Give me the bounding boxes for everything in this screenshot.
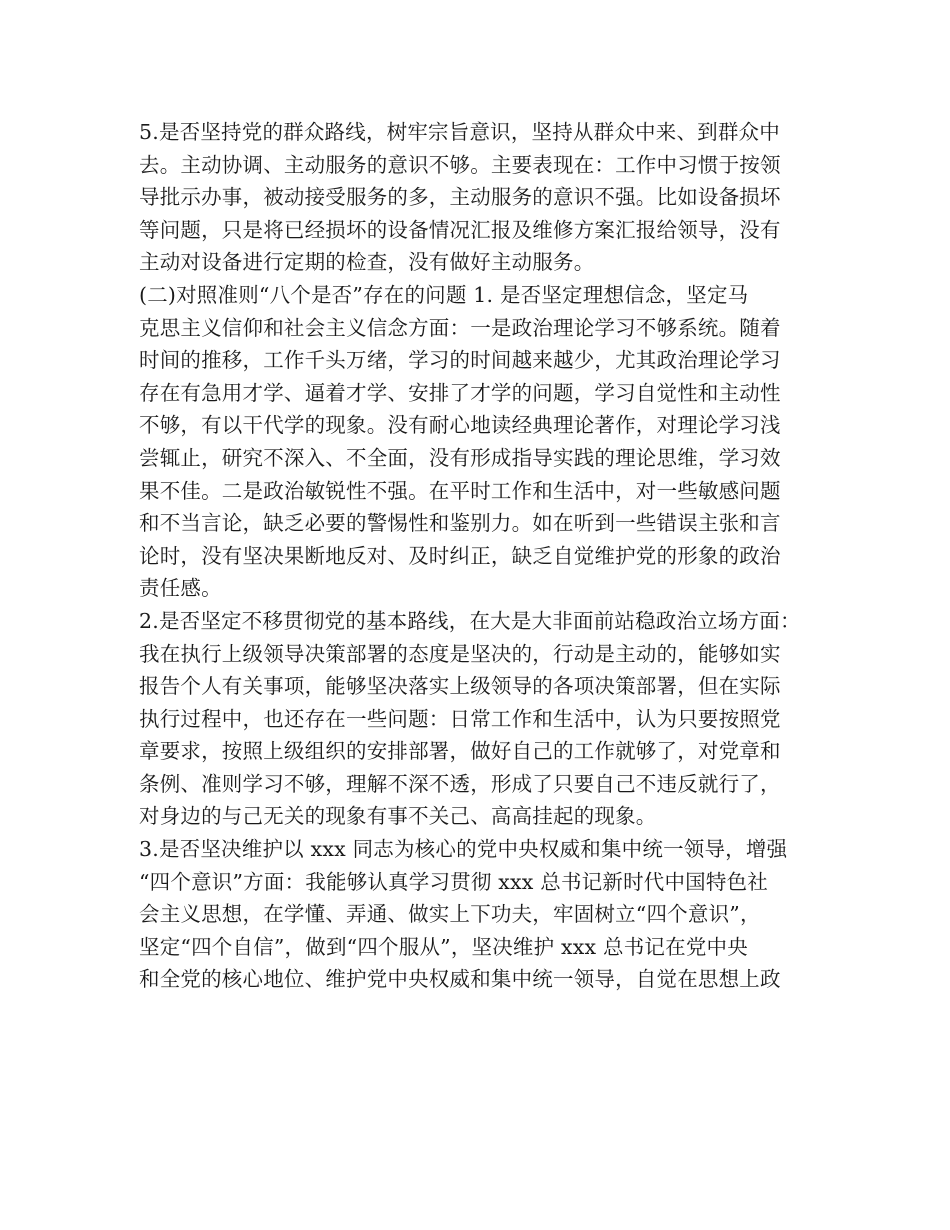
text-line: “四个意识”方面：我能够认真学习贯彻 xxx 总书记新时代中国特色社 (139, 869, 768, 894)
text-line: 存在有急用才学、逼着才学、安排了才学的问题，学习自觉性和主动性 (139, 380, 781, 405)
text-line: 不够，有以干代学的现象。没有耐心地读经典理论著作，对理论学习浅 (139, 413, 781, 438)
text-line: 坚定“四个自信”，做到“四个服从”，坚决维护 xxx 总书记在党中央 (139, 934, 748, 959)
text-line: 去。主动协调、主动服务的意识不够。主要表现在：工作中习惯于按领 (139, 152, 781, 177)
text-line: 报告个人有关事项，能够坚决落实上级领导的各项决策部署，但在实际 (139, 674, 781, 699)
text-line: 我在执行上级领导决策部署的态度是坚决的，行动是主动的，能够如实 (139, 641, 781, 666)
text-line: 果不佳。二是政治敏锐性不强。在平时工作和生活中，对一些敏感问题 (139, 478, 781, 503)
text-line: 克思主义信仰和社会主义信念方面：一是政治理论学习不够系统。随着 (139, 315, 781, 340)
document-body (139, 116, 815, 996)
text-line: 2.是否坚定不移贯彻党的基本路线，在大是大非面前站稳政治立场方面： (139, 608, 801, 633)
text-line: 章要求，按照上级组织的安排部署，做好自己的工作就够了，对党章和 (139, 739, 781, 764)
text-line: 和不当言论，缺乏必要的警惕性和鉴别力。如在听到一些错误主张和言 (139, 511, 781, 536)
text-line: 时间的推移，工作千头万绪，学习的时间越来越少，尤其政治理论学习 (139, 348, 781, 373)
text-line: (二)对照准则“八个是否”存在的问题 1. 是否坚定理想信念，坚定马 (139, 282, 749, 307)
text-line: 执行过程中，也还存在一些问题：日常工作和生活中，认为只要按照党 (139, 706, 781, 731)
text-line: 5.是否坚持党的群众路线，树牢宗旨意识，坚持从群众中来、到群众中 (139, 120, 780, 144)
text-line: 条例、准则学习不够，理解不深不透，形成了只要自己不违反就行了， (139, 771, 781, 796)
text-line: 导批示办事，被动接受服务的多，主动服务的意识不强。比如设备损坏 (139, 185, 781, 210)
text-line: 论时，没有坚决果断地反对、及时纠正，缺乏自觉维护党的形象的政治 (139, 543, 781, 568)
text-line: 3.是否坚决维护以 xxx 同志为核心的党中央权威和集中统一领导，增强 (139, 837, 788, 862)
text-line: 对身边的与己无关的现象有事不关己、高高挂起的现象。 (139, 804, 657, 829)
text-line: 等问题，只是将已经损坏的设备情况汇报及维修方案汇报给领导，没有 (139, 217, 781, 242)
text-line: 和全党的核心地位、维护党中央权威和集中统一领导，自觉在思想上政 (139, 967, 781, 992)
text-line: 会主义思想，在学懂、弄通、做实上下功夫，牢固树立“四个意识”， (139, 902, 761, 927)
text-line: 尝辄止，研究不深入、不全面，没有形成指导实践的理论思维，学习效 (139, 445, 781, 470)
text-line: 主动对设备进行定期的检查，没有做好主动服务。 (139, 250, 595, 275)
text-line: 责任感。 (139, 576, 222, 601)
